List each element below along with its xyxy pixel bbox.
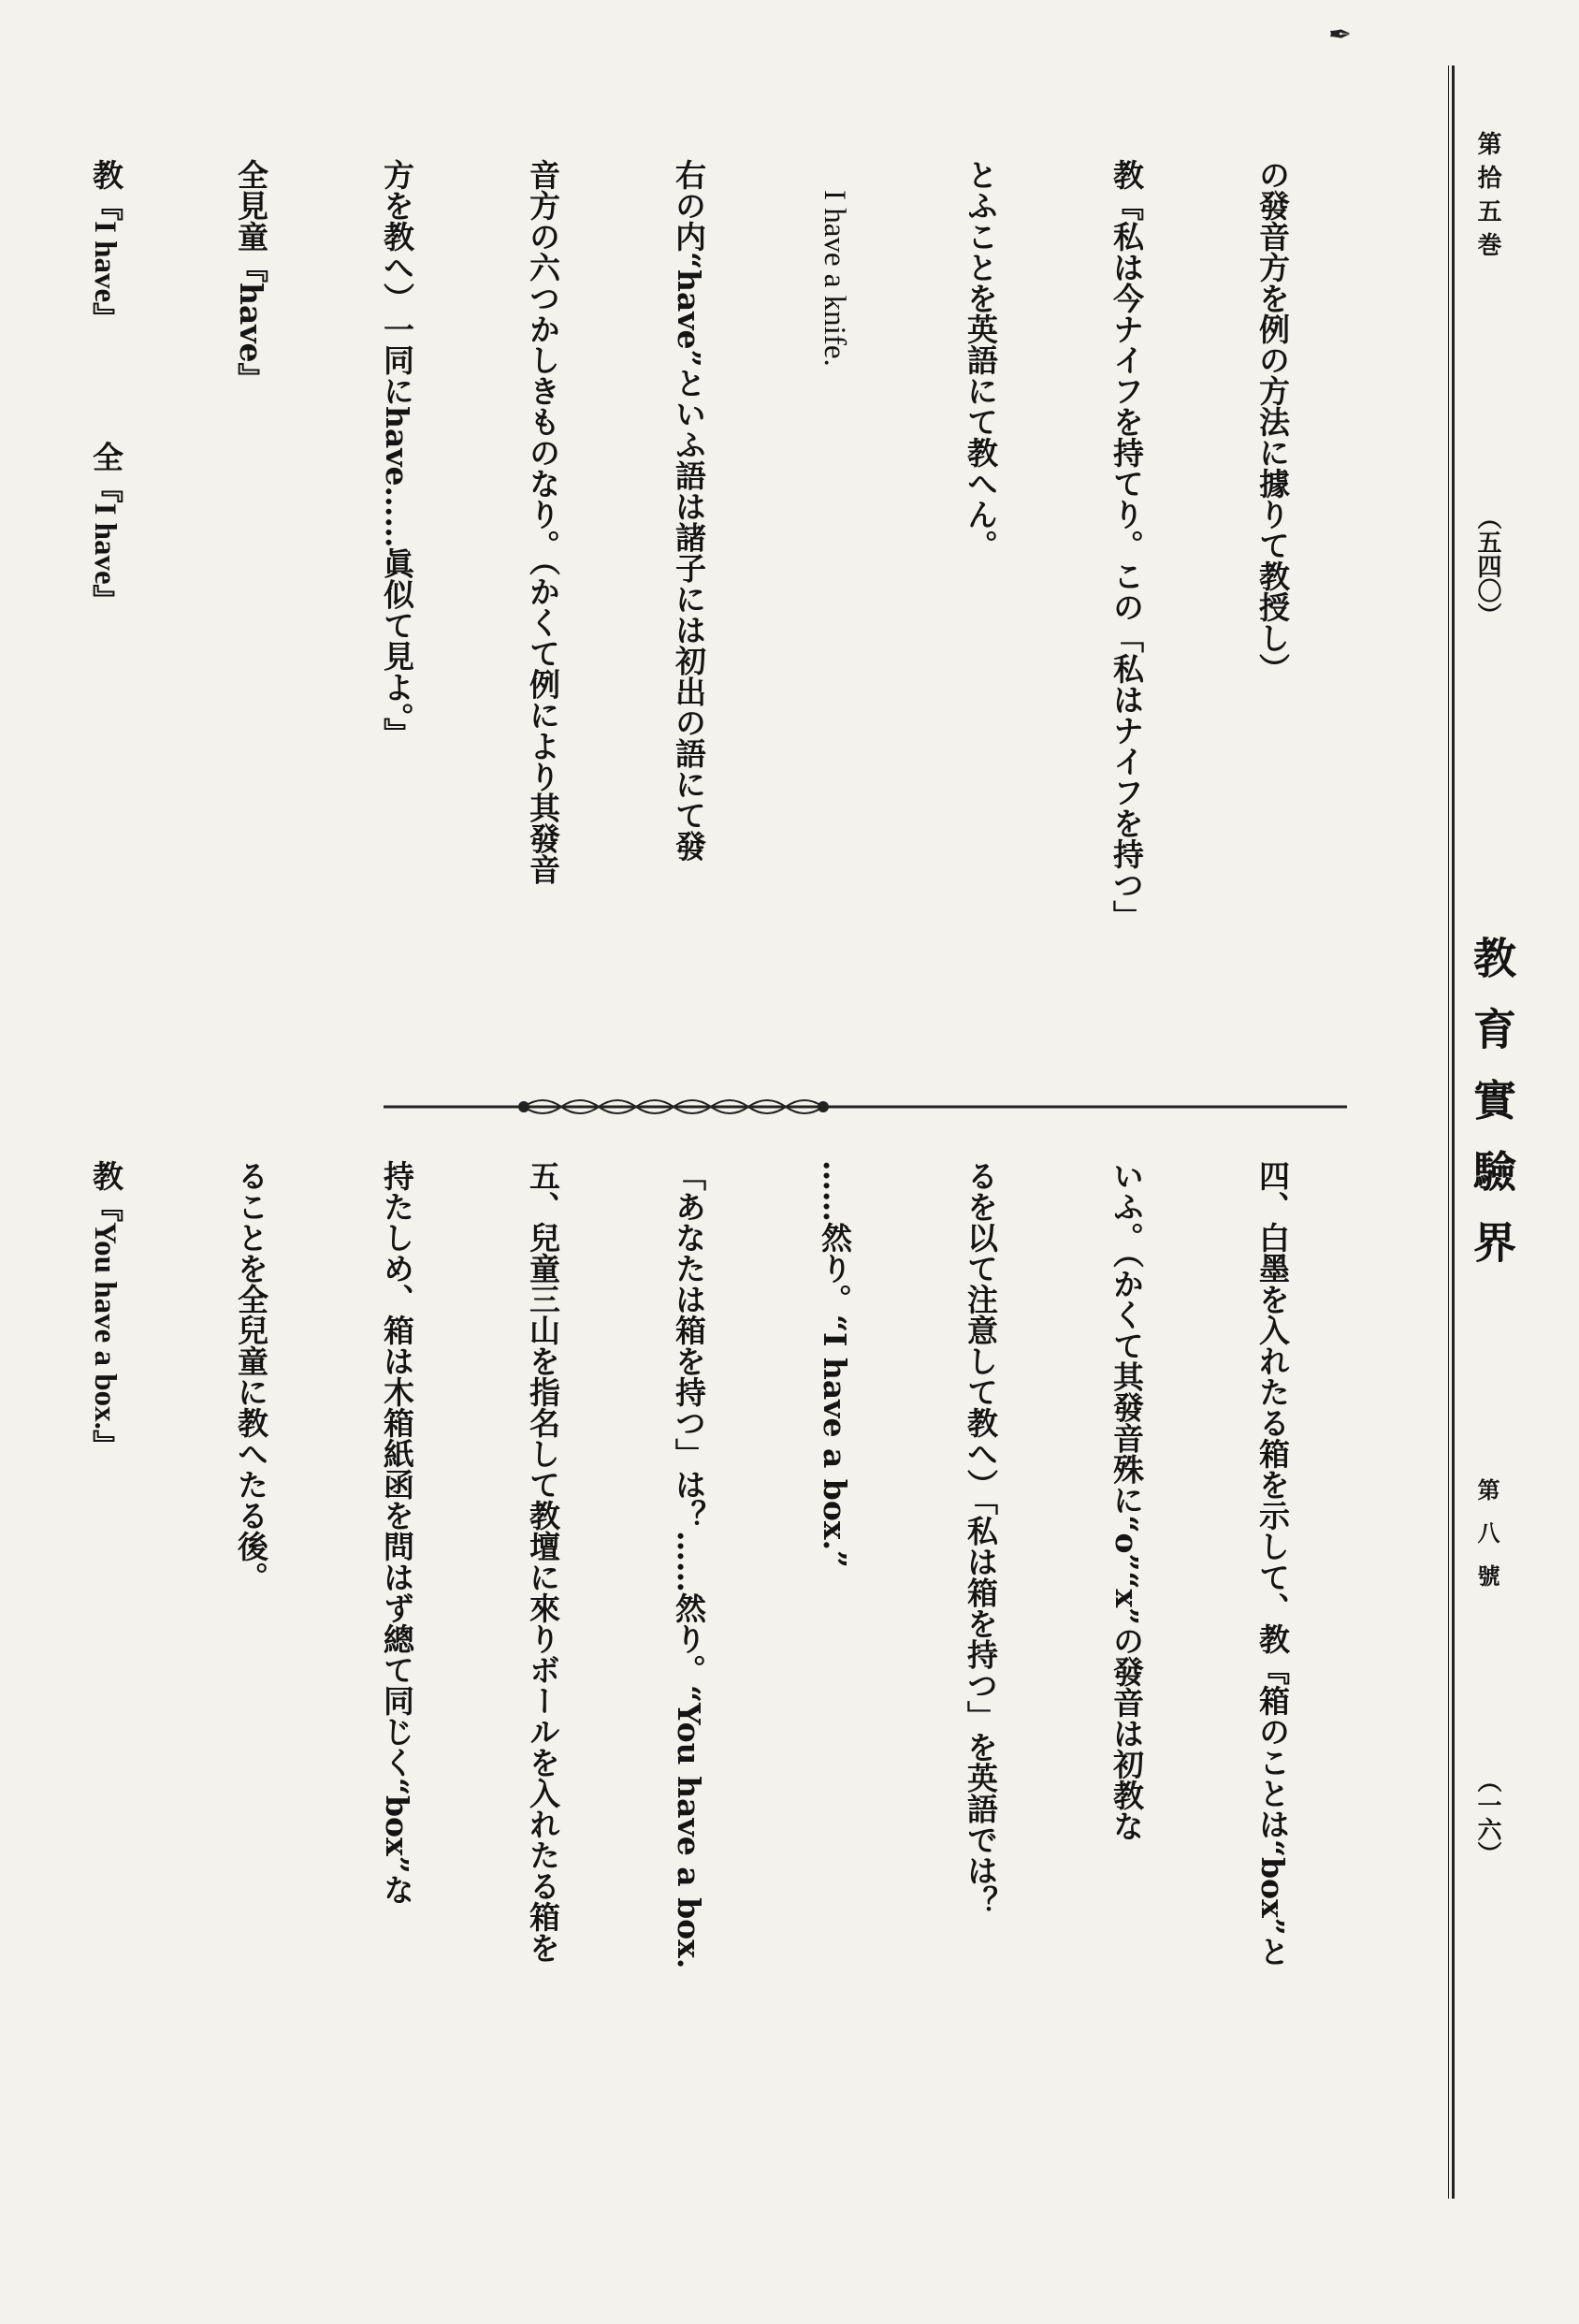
- upper-line-6: 音方の六つかしきものなり。（かくて例により其發音: [525, 159, 561, 885]
- upper-line-3: とふことを英語にて教へん。: [963, 159, 999, 560]
- volume-label: 第拾五巻: [1473, 131, 1501, 266]
- header-rule: [1452, 65, 1455, 2199]
- upper-line-5: 右の内“have”といふ語は諸子には初出の語にて發: [671, 159, 707, 862]
- upper-text-block: [0, 159, 1394, 1095]
- magazine-title: 教育實驗界: [1467, 936, 1517, 1291]
- lower-line-9: 教『You have a box.』: [88, 1160, 122, 1460]
- ink-speck: ✒: [1328, 19, 1353, 51]
- issue-label: 第八號: [1473, 1478, 1500, 1607]
- lower-text-block: [0, 1160, 1394, 2199]
- lower-line-8: ることを全兒童に教へたる後。: [233, 1160, 269, 1592]
- lower-line-6: 五、兒童三山を指名して教壇に來りボールを入れたる箱を: [525, 1160, 561, 1963]
- page-number-left: （五四〇）: [1473, 505, 1501, 627]
- lower-line-3: るを以て注意して教へ）「私は箱を持つ」を英語では？: [963, 1160, 999, 1917]
- ornament-divider: [384, 1095, 1347, 1119]
- upper-line-1: の發音方を例の方法に據りて教授し）: [1254, 159, 1291, 684]
- lower-line-7: 持たしめ、箱は木箱紙函を問はず總て同じく“box”な: [379, 1160, 415, 1905]
- upper-line-4: I have a knife.: [818, 159, 851, 367]
- upper-line-8: 全見童『have』: [233, 159, 269, 394]
- upper-line-2: 教『私は今ナイフを持てり。この「私はナイフを持つ」: [1108, 159, 1145, 931]
- upper-line-7: 方を教へ）一同にhave……眞似て見よ。』: [379, 159, 415, 749]
- lower-line-1: 四、白墨を入れたる箱を示して、教『箱のことは“box”と: [1254, 1160, 1291, 1967]
- page-number-right: （一六）: [1473, 1768, 1501, 1866]
- lower-line-5: 「あなたは箱を持つ」は？……然り。“You have a box.: [671, 1160, 707, 1969]
- lower-line-2: いふ。（かくて其發音殊に“o”“x”の發音は初教な: [1108, 1160, 1145, 1842]
- header-rule-inner: [1448, 65, 1449, 2199]
- lower-line-4: ……然り。“I have a box.”: [817, 1160, 853, 1569]
- upper-line-9: 教『I have』 全『I have』: [88, 159, 122, 616]
